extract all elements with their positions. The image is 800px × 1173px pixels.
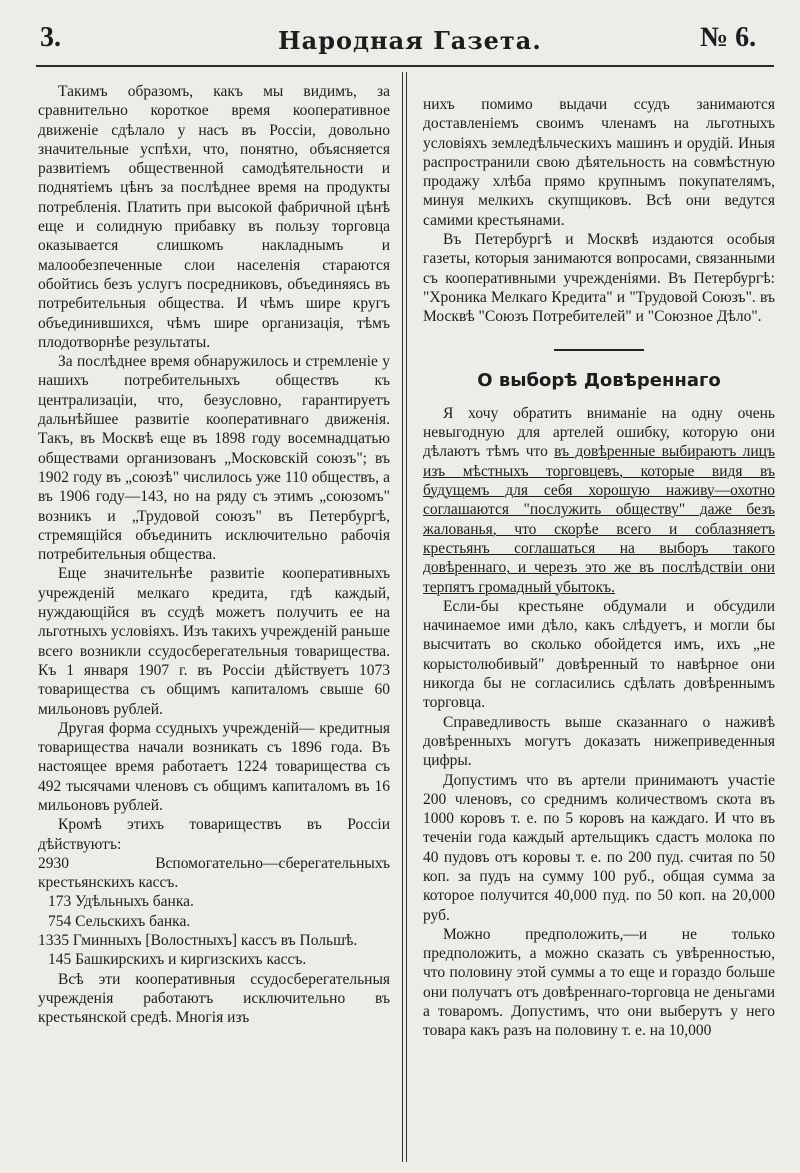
paragraph: нихъ помимо выдачи ссудъ занимаются доставленіемъ своимъ членамъ на льготныхъ условіяхъ земледѣльческихъ машинъ и орудій. Иныя распространили свою дѣятельность на совмѣстную продажу хлѣба прямо крупнымъ покупателямъ, минуя мелкихъ скупщиковъ. Всѣ они ведутся самими крестьянами. <box>423 96 775 229</box>
paragraph: Справедливость выше сказаннаго о наживѣ довѣренныхъ могутъ доказать нижеприведенныя цифры. <box>423 713 775 770</box>
paragraph-text: Я хочу обратить вниманіе на одну очень невыгодную для артелей ошибку, которую они дѣлаютъ тѣмъ что <box>423 404 775 461</box>
paragraph: Другая форма ссудныхъ учрежденій— кредитныя товарищества начали возникать съ 1896 года. Въ настоящее время работаетъ 1224 товарищества съ 492 тысячами членовъ съ общимъ капиталомъ въ 16 мильоновъ рублей. <box>38 719 390 814</box>
paragraph: Кромѣ этихъ товариществъ въ Россіи дѣйствуютъ: <box>38 816 390 853</box>
list-item: 2930 Вспомогательно—сберегательныхъ крестьянскихъ кассъ. <box>38 854 390 892</box>
paragraph <box>423 404 775 597</box>
paragraph: За послѣднее время обнаружилось и стремленіе у нашихъ потребительныхъ обществъ къ централизаціи, что, безусловно, гарантируетъ дальнѣйшее развитіе кооперативнаго движенія. Такъ, въ Москвѣ еще въ 1898 году восемнадцатью обществами организованъ „Московскій союзъ"; въ 1902 году въ „союзѣ" числилось уже 110 обществъ, а въ 1906 году—143, но на ряду съ этимъ „союзомъ" возникъ и „Трудовой союзъ" въ Петербургѣ, стремящійся объединить исключительно рабочія потребительныя общества. <box>38 353 390 564</box>
paragraph: Допустимъ что въ артели принимаютъ участіе 200 членовъ, со среднимъ количествомъ скота въ 1000 коровъ т. е. по 5 коровъ на каждаго. И что въ теченіи года каждый артельщикъ сдастъ молока по 40 пудовъ отъ коровы т. е. по 200 пуд. считая по 50 коп. за пудъ на сумму 100 руб., общая сумма за которое получится 40,000 пуд. по 50 коп. на 20,000 руб. <box>423 771 775 924</box>
paragraph: Такимъ образомъ, какъ мы видимъ, за сравнительно короткое время кооперативное движеніе сдѣлало у насъ въ Россіи, довольно значительные успѣхи, что, понятно, объясняется развитіемъ общественной самодѣятельности и поднятіемъ цѣнъ за послѣднее время на продукты потребленія. Платить при высокой фабричной цѣнѣ еще и солидную прибавку въ пользу торговца оказывается слишкомъ накладнымъ и малообезпеченные слои населенія стараются обойтись безъ услугъ посредниковъ, объединяясь въ потребительныя общества. И чѣмъ шире кругъ объединившихся, чѣмъ шире организація, тѣмъ плодотворнѣе результаты. <box>38 83 390 351</box>
paragraph: Въ Петербургѣ и Москвѣ издаются особыя газеты, которыя занимаются вопросами, связанными съ кооперативными учрежденіями. Въ Петербургѣ: "Хроника Мелкаго Кредита" и "Трудовой Союзъ". въ Москвѣ "Союзъ Потребителей" и "Союзное Дѣло". <box>423 231 775 326</box>
paragraph: Можно предположить,—и не только предположить, а можно сказать съ увѣренностью, что половину этой суммы а то еще и гораздо больше они получатъ отъ довѣреннаго-торговца не деньгами а товаромъ. Допустимъ, что они выберутъ у него товара какъ разъ на половину т. е. на 10,000 <box>423 925 775 1040</box>
list-item: 754 Сельскихъ банка. <box>48 912 191 930</box>
section-separator <box>554 349 644 351</box>
page-header <box>0 0 800 66</box>
list-item: 1335 Гминныхъ [Волостныхъ] кассъ въ Польшѣ. <box>38 932 358 950</box>
paragraph: Еще значительнѣе развитіе кооперативныхъ учрежденій мелкаго кредита, гдѣ каждый, нуждающійся въ ссудѣ можетъ получить ее на льготныхъ условіяхъ. Изъ такихъ учрежденій раньше всего возникли ссудосберегательныя товарищества. Къ 1 января 1907 г. въ Россіи дѣйствуетъ 1073 товарищества съ общимъ капиталомъ свыше 60 мильоновъ рублей. <box>38 565 390 718</box>
right-column <box>423 95 775 1041</box>
list-item: 145 Башкирскихъ и киргизскихъ кассъ. <box>48 951 307 969</box>
issue-number: № 6. <box>700 22 757 53</box>
column-divider-left <box>402 72 403 1162</box>
paragraph: Если-бы крестьяне обдумали и обсудили начинаемое ими дѣло, какъ слѣдуетъ, и могли бы высчитать во сколько обойдется имъ, ихъ „не корыстолюбивый" довѣренный то навѣрное они никогда бы не согласились сдѣлать довѣреннымъ торговца. <box>423 597 775 712</box>
left-column <box>38 82 390 1028</box>
article-title: О выборѣ Довѣреннаго <box>477 369 721 391</box>
paragraph: Всѣ эти кооперативныя ссудосберегательныя учрежденія работаютъ исключительно въ крестьянской средѣ. Многія изъ <box>38 970 390 1027</box>
column-divider-right <box>406 72 407 1162</box>
page-number: 3. <box>40 22 61 53</box>
newspaper-title: Народная Газета. <box>278 26 542 55</box>
list-item: 173 Удѣльныхъ банка. <box>48 893 194 911</box>
header-rule <box>36 65 774 67</box>
underlined-text: въ довѣренные выбираютъ лицъ изъ мѣстныхъ торговцевъ, которые видя въ будущемъ для себя хорошую наживу—охотно соглашаются "послужить обществу" даже безъ жалованья, что скорѣе всего и соблазняетъ крестьянъ соглашаться на выборъ такого довѣреннаго, и черезъ это же въ послѣдствіи они терпятъ громадный убытокъ. <box>423 443 775 596</box>
